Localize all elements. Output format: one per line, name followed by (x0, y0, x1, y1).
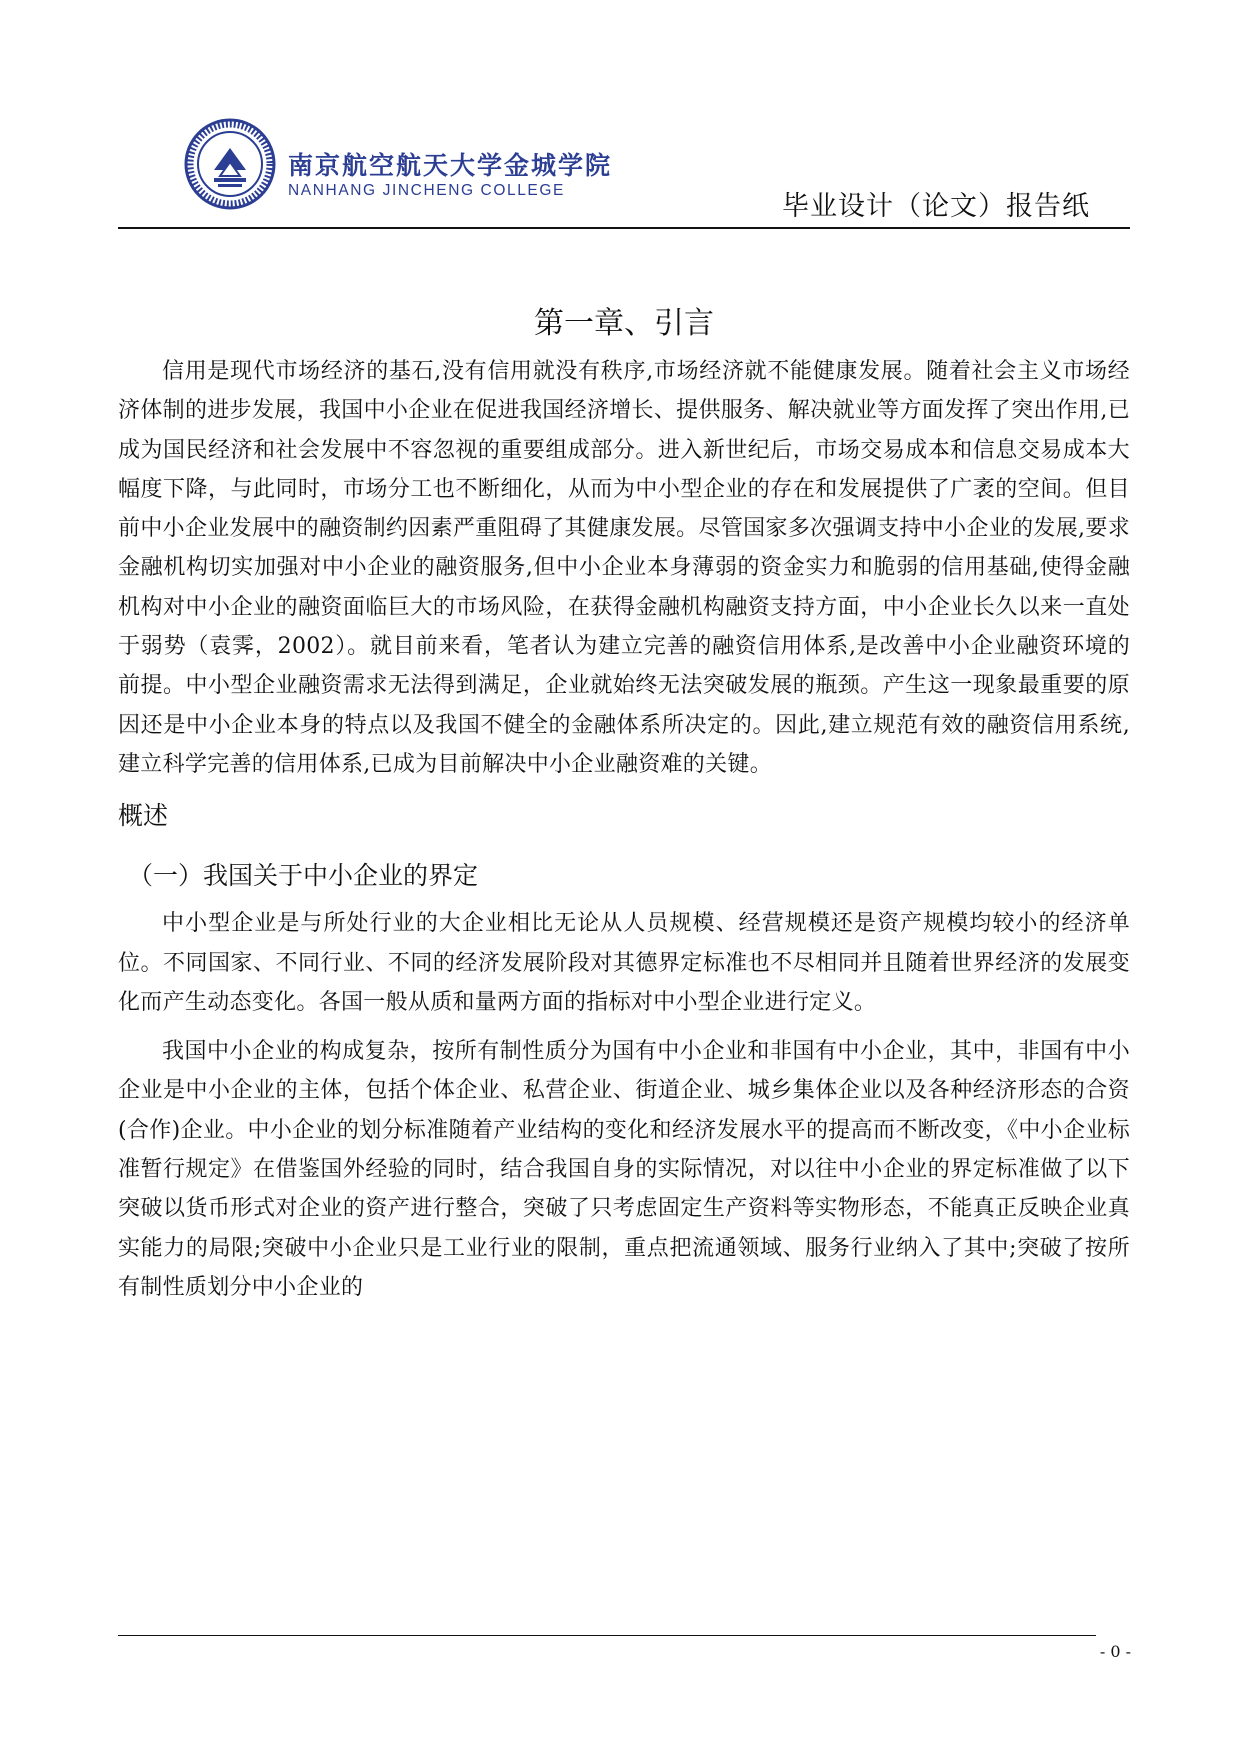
intro-paragraph: 信用是现代市场经济的基石,没有信用就没有秩序,市场经济就不能健康发展。随着社会主义市场经济体制的进步发展，我国中小企业在促进我国经济增长、提供服务、解决就业等方面发挥了突出作用,已成为国民经济和社会发展中不容忽视的重要组成部分。进入新世纪后，市场交易成本和信息交易成本大幅度下降，与此同时，市场分工也不断细化，从而为中小型企业的存在和发展提供了广袤的空间。但目前中小企业发展中的融资制约因素严重阻碍了其健康发展。尽管国家多次强调支持中小企业的发展,要求金融机构切实加强对中小企业的融资服务,但中小企业本身薄弱的资金实力和脆弱的信用基础,使得金融机构对中小企业的融资面临巨大的市场风险，在获得金融机构融资支持方面，中小企业长久以来一直处于弱势（袁霁，2002）。就目前来看，笔者认为建立完善的融资信用体系,是改善中小企业融资环境的前提。中小型企业融资需求无法得到满足，企业就始终无法突破发展的瓶颈。产生这一现象最重要的原因还是中小企业本身的特点以及我国不健全的金融体系所决定的。因此,建立规范有效的融资信用系统,建立科学完善的信用体系,已成为目前解决中小企业融资难的关键。 (118, 359, 1130, 777)
section-title: 概述 (118, 801, 169, 831)
page-header (118, 112, 1130, 230)
footer-divider (118, 1635, 1096, 1636)
page-number: - 0 - (1099, 1642, 1131, 1661)
header-divider (118, 227, 1130, 229)
school-name-en: NANHANG JINCHENG COLLEGE (288, 182, 565, 199)
definition-paragraph: 中小型企业是与所处行业的大企业相比无论从人员规模、经营规模还是资产规模均较小的经济单位。不同国家、不同行业、不同的经济发展阶段对其德界定标准也不尽相同并且随着世界经济的发展变化而产生动态变化。各国一般从质和量两方面的指标对中小型企业进行定义。 (118, 911, 1130, 1015)
college-seal-icon (184, 118, 276, 210)
subsection-title: （一）我国关于中小企业的界定 (128, 861, 479, 891)
document-body (118, 300, 1130, 1307)
report-title: 毕业设计（论文）报告纸 (782, 191, 1090, 222)
composition-paragraph: 我国中小企业的构成复杂，按所有制性质分为国有中小企业和非国有中小企业，其中，非国有中小企业是中小企业的主体，包括个体企业、私营企业、街道企业、城乡集体企业以及各种经济形态的合资(合作)企业。中小企业的划分标准随着产业结构的变化和经济发展水平的提高而不断改变，《中小企业标准暂行规定》在借鉴国外经验的同时，结合我国自身的实际情况，对以往中小企业的界定标准做了以下突破以货币形式对企业的资产进行整合，突破了只考虑固定生产资料等实物形态，不能真正反映企业真实能力的局限;突破中小企业只是工业行业的限制，重点把流通领域、服务行业纳入了其中;突破了按所有制性质划分中小企业的 (118, 1039, 1130, 1300)
paragraph-gap (118, 1022, 1130, 1032)
chapter-title: 第一章、引言 (534, 306, 714, 341)
school-name-cn: 南京航空航天大学金城学院 (288, 151, 613, 180)
